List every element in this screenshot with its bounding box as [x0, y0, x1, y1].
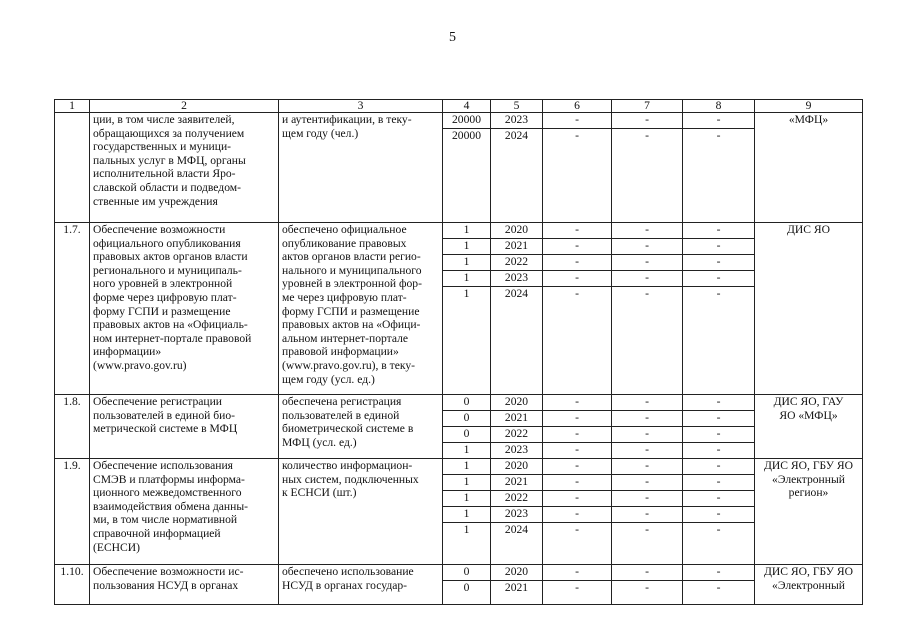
- col6-value: -: [575, 129, 579, 142]
- page-number: 5: [449, 30, 456, 45]
- col6-value: -: [543, 271, 611, 287]
- col7-value: -: [612, 411, 682, 427]
- year: 2022: [491, 491, 542, 507]
- executor: ДИС ЯО, ГБУ ЯО «Электронный регион»: [755, 459, 863, 565]
- col8-value: -: [683, 475, 754, 491]
- indicator-value: 0: [463, 581, 470, 594]
- col-header: 3: [279, 100, 443, 113]
- measure-description: Обеспечение регистрации пользователей в единой био- метрической системе в МФЦ: [90, 395, 279, 459]
- col7-value: -: [612, 223, 682, 239]
- indicator-value: 20000: [443, 113, 490, 129]
- col7-value: -: [645, 523, 649, 536]
- indicator-value-stack: [443, 113, 491, 223]
- indicator-value: 0: [443, 395, 490, 411]
- col8-value: -: [716, 581, 721, 594]
- year: 2023: [504, 443, 529, 456]
- col8-value: -: [683, 223, 754, 239]
- indicator-value: 1: [443, 223, 490, 239]
- table-row: [55, 223, 863, 395]
- col6-value: -: [543, 239, 611, 255]
- year: 2021: [491, 239, 542, 255]
- indicator-value: 1: [443, 459, 490, 475]
- executor: «МФЦ»: [755, 113, 863, 223]
- col-header: 2: [90, 100, 279, 113]
- col6-value: -: [543, 255, 611, 271]
- col7-value-stack: [612, 565, 683, 605]
- col7-value: -: [612, 239, 682, 255]
- col6-value: -: [543, 459, 611, 475]
- year: 2023: [491, 113, 542, 129]
- col7-value: -: [612, 475, 682, 491]
- col6-value: -: [575, 581, 579, 594]
- col-header: 8: [683, 100, 755, 113]
- indicator-value: 1: [443, 271, 490, 287]
- year-stack: [491, 223, 543, 395]
- col6-value-stack: [543, 459, 612, 565]
- col6-value-stack: [543, 223, 612, 395]
- col6-value-stack: [543, 113, 612, 223]
- year-stack: [491, 395, 543, 459]
- year: 2022: [491, 255, 542, 271]
- col-header: 7: [612, 100, 683, 113]
- year: 2020: [491, 565, 542, 581]
- col7-value: -: [612, 395, 682, 411]
- col8-value-stack: [683, 113, 755, 223]
- header-row: [55, 100, 863, 113]
- executor: ДИС ЯО, ГБУ ЯО «Электронный: [755, 565, 863, 605]
- col7-value: -: [612, 427, 682, 443]
- col8-value: -: [683, 565, 754, 581]
- col7-value: -: [612, 491, 682, 507]
- col8-value: -: [683, 239, 754, 255]
- year: 2024: [504, 129, 529, 142]
- col7-value: -: [612, 565, 682, 581]
- indicator-value: 1: [463, 443, 470, 456]
- year: 2023: [491, 271, 542, 287]
- indicator-value: 1: [443, 255, 490, 271]
- table-row: [55, 459, 863, 565]
- indicator-value-stack: [443, 223, 491, 395]
- indicator-value: 0: [443, 427, 490, 443]
- col-header: 1: [55, 100, 90, 113]
- col8-value: -: [716, 287, 721, 300]
- year: 2024: [504, 287, 529, 300]
- col8-value: -: [716, 523, 721, 536]
- col7-value: -: [645, 129, 649, 142]
- col6-value: -: [543, 427, 611, 443]
- col6-value: -: [575, 443, 579, 456]
- col8-value: -: [683, 459, 754, 475]
- col8-value: -: [683, 255, 754, 271]
- col6-value: -: [543, 565, 611, 581]
- indicator-value: 0: [443, 565, 490, 581]
- col8-value: -: [716, 443, 721, 456]
- col-header: 6: [543, 100, 612, 113]
- year-stack: [491, 113, 543, 223]
- table-row: [55, 395, 863, 459]
- measure-number: [55, 113, 90, 223]
- indicator-description: обеспечена регистрация пользователей в единой биометрической системе в МФЦ (усл. ед.): [279, 395, 443, 459]
- col7-value: -: [612, 459, 682, 475]
- year: 2020: [491, 223, 542, 239]
- col8-value-stack: [683, 565, 755, 605]
- year: 2023: [491, 507, 542, 523]
- year: 2020: [491, 459, 542, 475]
- col8-value-stack: [683, 223, 755, 395]
- measures-table: [54, 99, 863, 605]
- measure-number: 1.9.: [55, 459, 90, 565]
- year: 2020: [491, 395, 542, 411]
- measure-description: Обеспечение возможности официального опубликования правовых актов органов власти регионального и муниципаль- ного уровней в электронной форме через цифровую плат- форму ГСПИ и размещение правовых актов на «Официаль- ном интернет-портале правовой информации» (www.pravo.gov.ru): [90, 223, 279, 395]
- col8-value-stack: [683, 395, 755, 459]
- col7-value-stack: [612, 459, 683, 565]
- year: 2022: [491, 427, 542, 443]
- indicator-value: 1: [443, 491, 490, 507]
- measure-number: 1.8.: [55, 395, 90, 459]
- col-header: 9: [755, 100, 863, 113]
- measure-number: 1.7.: [55, 223, 90, 395]
- indicator-description: обеспечено использование НСУД в органах государ-: [279, 565, 443, 605]
- col6-value: -: [575, 523, 579, 536]
- indicator-value-stack: [443, 459, 491, 565]
- col6-value-stack: [543, 395, 612, 459]
- indicator-value: 0: [443, 411, 490, 427]
- col7-value-stack: [612, 395, 683, 459]
- indicator-value: 1: [443, 239, 490, 255]
- col8-value: -: [683, 491, 754, 507]
- measure-number: 1.10.: [55, 565, 90, 605]
- table-row: [55, 113, 863, 223]
- col7-value-stack: [612, 113, 683, 223]
- col7-value: -: [612, 507, 682, 523]
- col8-value-stack: [683, 459, 755, 565]
- col6-value: -: [543, 475, 611, 491]
- year: 2021: [491, 411, 542, 427]
- measure-description: Обеспечение возможности ис- пользования НСУД в органах: [90, 565, 279, 605]
- col7-value: -: [645, 581, 649, 594]
- indicator-description: и аутентификации, в теку- щем году (чел.): [279, 113, 443, 223]
- indicator-value: 1: [463, 523, 470, 536]
- col6-value: -: [543, 223, 611, 239]
- executor: ДИС ЯО: [755, 223, 863, 395]
- col6-value: -: [543, 507, 611, 523]
- col7-value: -: [645, 443, 649, 456]
- indicator-value: 20000: [452, 129, 481, 142]
- col8-value: -: [683, 411, 754, 427]
- indicator-description: обеспечено официальное опубликование правовых актов органов власти регио- нального и муниципального уровней в электронной фор- ме через цифровую плат- форму ГСПИ и размещение правовых актов на «Офици- альном интернет-портале правовой информации» (www.pravo.gov.ru), в теку- щем году (усл. ед.): [279, 223, 443, 395]
- indicator-value-stack: [443, 395, 491, 459]
- col6-value: -: [543, 395, 611, 411]
- col8-value: -: [683, 113, 754, 129]
- year: 2024: [504, 523, 529, 536]
- indicator-value: 1: [463, 287, 470, 300]
- executor: ДИС ЯО, ГАУ ЯО «МФЦ»: [755, 395, 863, 459]
- indicator-value-stack: [443, 565, 491, 605]
- year: 2021: [504, 581, 529, 594]
- col8-value: -: [683, 395, 754, 411]
- year-stack: [491, 459, 543, 565]
- col7-value: -: [612, 271, 682, 287]
- col6-value: -: [543, 113, 611, 129]
- table-row: [55, 565, 863, 605]
- indicator-value: 1: [443, 475, 490, 491]
- col7-value: -: [645, 287, 649, 300]
- col6-value: -: [575, 287, 579, 300]
- col8-value: -: [683, 271, 754, 287]
- col7-value: -: [612, 113, 682, 129]
- indicator-value: 1: [443, 507, 490, 523]
- col7-value: -: [612, 255, 682, 271]
- year: 2021: [491, 475, 542, 491]
- measure-description: Обеспечение использования СМЭВ и платформы информа- ционного межведомственного взаимодействия обмена данны- ми, в том числе нормативной справочной информацией (ЕСНСИ): [90, 459, 279, 565]
- col8-value: -: [683, 427, 754, 443]
- indicator-description: количество информацион- ных систем, подключенных к ЕСНСИ (шт.): [279, 459, 443, 565]
- col-header: 5: [491, 100, 543, 113]
- col-header: 4: [443, 100, 491, 113]
- col8-value: -: [683, 507, 754, 523]
- col8-value: -: [716, 129, 721, 142]
- col7-value-stack: [612, 223, 683, 395]
- year-stack: [491, 565, 543, 605]
- col6-value-stack: [543, 565, 612, 605]
- col6-value: -: [543, 491, 611, 507]
- col6-value: -: [543, 411, 611, 427]
- measure-description: ции, в том числе заявителей, обращающихся за получением государственных и муници- пальных услуг в МФЦ, органы исполнительной власти Яро- славской области и подведом- ственные им учреждения: [90, 113, 279, 223]
